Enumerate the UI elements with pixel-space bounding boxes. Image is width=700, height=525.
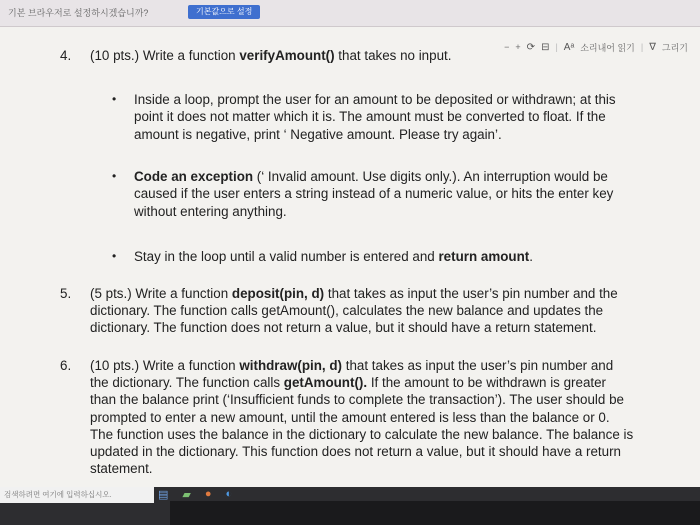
- question-text: (10 pts.) Write a function verifyAmount() that takes no input.: [90, 48, 452, 63]
- bullet-icon: •: [112, 249, 117, 263]
- bullet-text: Inside a loop, prompt the user for an amount to be deposited or withdrawn; at this point it does not matter which it is. The amount must be converted to float. If the amount is negative, print ‘ Negative amount. Please try again’.: [134, 92, 616, 142]
- text-size-icon[interactable]: Aᵃ: [563, 41, 575, 53]
- fit-page-icon[interactable]: ⊟: [541, 41, 550, 53]
- rotate-icon[interactable]: ⟳: [526, 41, 536, 53]
- edge-icon[interactable]: ◐: [225, 488, 233, 500]
- zoom-out-button[interactable]: −: [504, 42, 510, 52]
- question-text: (5 pts.) Write a function deposit(pin, d) that takes as input the user’s pin number and the dictionary. The function calls getAmount(), calculates the new balance and updates the dictionary. The function does not return a value, but it should have a return statement.: [90, 286, 618, 336]
- default-browser-bar: [0, 0, 700, 27]
- read-aloud-button[interactable]: 소리내어 읽기: [580, 42, 635, 53]
- question-number: 5.: [60, 286, 72, 301]
- taskbar-icons: [158, 488, 232, 501]
- taskbar: [0, 487, 700, 525]
- default-browser-message: 기본 브라우저로 설정하시겠습니까?: [8, 8, 149, 18]
- bullet-text: Code an exception (‘ Invalid amount. Use digits only.). An interruption would be caused if the user enters a string instead of a numeric value, or hits the enter key without entering anything.: [134, 169, 614, 219]
- draw-button[interactable]: 그리기: [661, 42, 688, 53]
- toolbar-divider: |: [555, 42, 558, 52]
- question-text: (10 pts.) Write a function withdraw(pin, d) that takes as input the user’s pin number and the dictionary. The function calls getAmount(). If the amount to be withdrawn is greater than the balance print (‘Insufficient funds to complete the transaction’). The user should be prompted to enter a new amount, until the amount entered is less than the balance or 0. The function uses the balance in the dictionary to calculate the new balance. The balance is updated in the dictionary. This function does not return a value, but it should have a return statement.: [90, 358, 634, 477]
- task-view-icon[interactable]: ▤: [158, 489, 169, 501]
- chrome-icon[interactable]: ●: [204, 488, 212, 500]
- toolbar-divider: |: [640, 42, 644, 52]
- bullet-text: Stay in the loop until a valid number is entered and return amount.: [134, 249, 533, 264]
- taskbar-empty-area: [170, 501, 700, 525]
- bullet-icon: •: [112, 169, 117, 183]
- question-number: 6.: [60, 358, 72, 373]
- set-default-button[interactable]: 기본값으로 설정: [188, 5, 260, 19]
- pdf-toolbar: [504, 40, 688, 54]
- question-number: 4.: [60, 48, 72, 63]
- pen-icon[interactable]: ∇: [649, 41, 656, 53]
- bullet-icon: •: [112, 92, 117, 106]
- taskbar-search-input[interactable]: 검색하려면 여기에 입력하십시오.: [0, 487, 154, 503]
- pdf-page: [0, 27, 700, 487]
- file-explorer-icon[interactable]: ▰: [182, 489, 191, 501]
- zoom-in-button[interactable]: +: [515, 42, 521, 52]
